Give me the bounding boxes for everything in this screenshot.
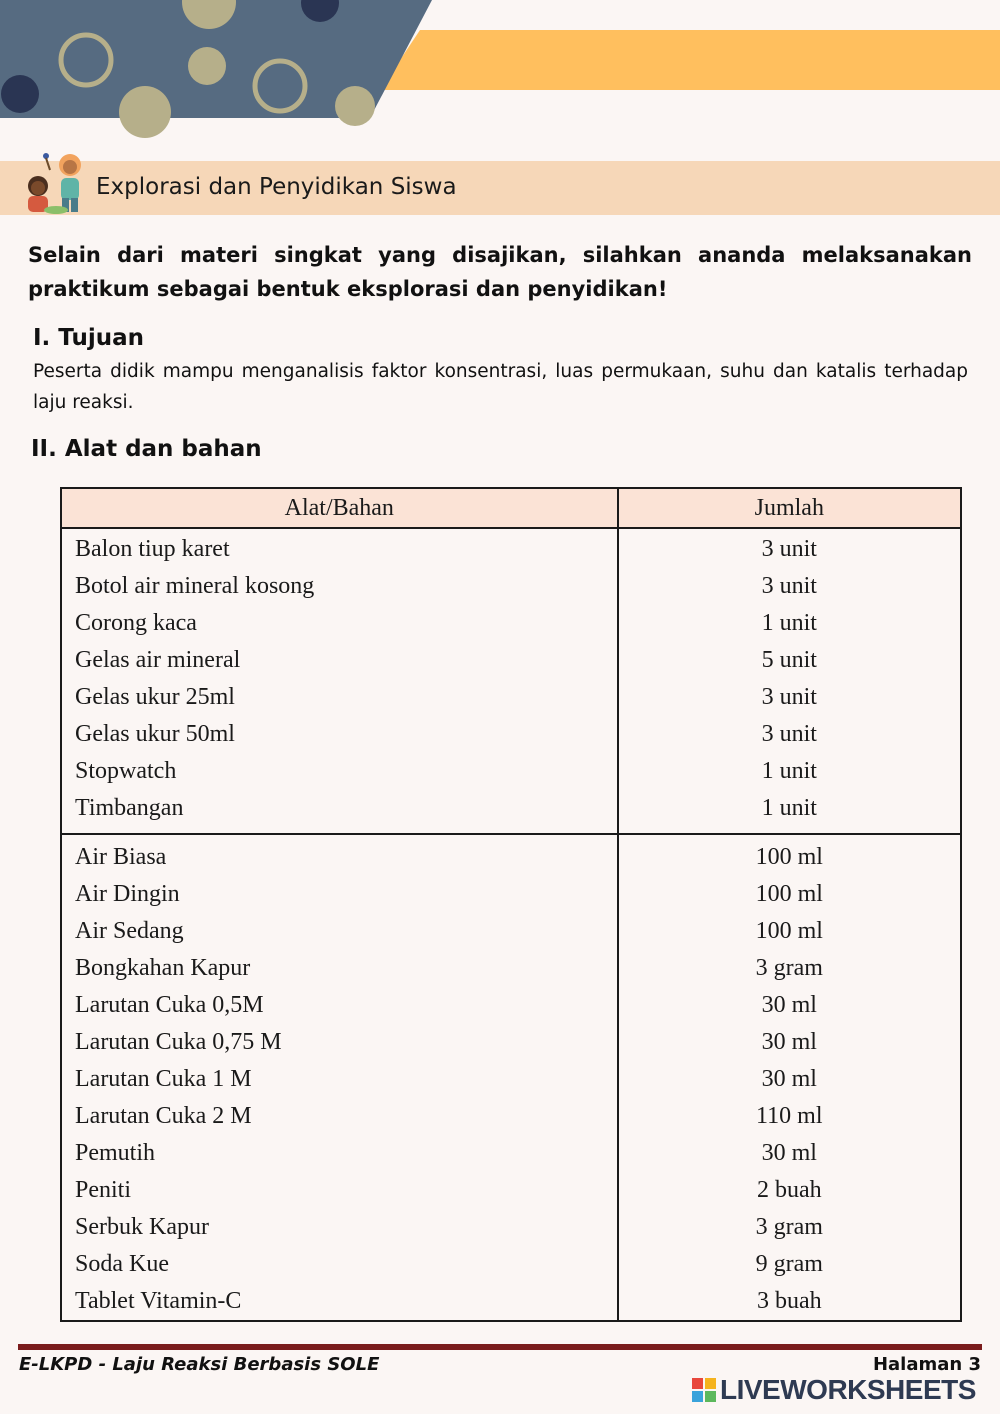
item-name: Gelas ukur 50ml bbox=[61, 716, 618, 753]
table-row bbox=[61, 913, 961, 950]
item-quantity: 1 unit bbox=[618, 605, 961, 642]
item-name: Larutan Cuka 0,5M bbox=[61, 987, 618, 1024]
item-quantity: 5 unit bbox=[618, 642, 961, 679]
liveworksheets-logo-text: LIVEWORKSHEETS bbox=[720, 1374, 976, 1405]
item-name: Larutan Cuka 0,75 M bbox=[61, 1024, 618, 1061]
column-header-jumlah: Jumlah bbox=[618, 488, 961, 528]
table-row bbox=[61, 568, 961, 605]
item-quantity: 100 ml bbox=[618, 876, 961, 913]
table-row bbox=[61, 1135, 961, 1172]
children-exploring-icon bbox=[20, 150, 92, 216]
item-name: Larutan Cuka 2 M bbox=[61, 1098, 618, 1135]
item-name: Larutan Cuka 1 M bbox=[61, 1061, 618, 1098]
item-quantity: 100 ml bbox=[618, 834, 961, 876]
page-number: Halaman 3 bbox=[872, 1354, 981, 1375]
table-row bbox=[61, 1061, 961, 1098]
item-quantity: 9 gram bbox=[618, 1246, 961, 1283]
table-header-row bbox=[61, 488, 961, 528]
dot bbox=[188, 47, 226, 85]
table-row bbox=[61, 1246, 961, 1283]
item-name: Serbuk Kapur bbox=[61, 1209, 618, 1246]
liveworksheets-logo-icon bbox=[692, 1378, 716, 1402]
table-row bbox=[61, 528, 961, 568]
materials-group bbox=[61, 834, 961, 1321]
table-row bbox=[61, 790, 961, 834]
table-row bbox=[61, 605, 961, 642]
item-name: Pemutih bbox=[61, 1135, 618, 1172]
item-name: Corong kaca bbox=[61, 605, 618, 642]
item-quantity: 3 buah bbox=[618, 1283, 961, 1321]
table-row bbox=[61, 642, 961, 679]
item-name: Botol air mineral kosong bbox=[61, 568, 618, 605]
item-quantity: 3 gram bbox=[618, 1209, 961, 1246]
item-name: Air Sedang bbox=[61, 913, 618, 950]
item-quantity: 3 unit bbox=[618, 716, 961, 753]
section-title: Explorasi dan Penyidikan Siswa bbox=[96, 174, 457, 200]
table-row bbox=[61, 1172, 961, 1209]
item-quantity: 110 ml bbox=[618, 1098, 961, 1135]
table-row bbox=[61, 1098, 961, 1135]
item-name: Balon tiup karet bbox=[61, 528, 618, 568]
item-quantity: 30 ml bbox=[618, 1024, 961, 1061]
table-row bbox=[61, 950, 961, 987]
table-row bbox=[61, 1209, 961, 1246]
item-name: Peniti bbox=[61, 1172, 618, 1209]
intro-text: Selain dari materi singkat yang disajikan, silahkan ananda melaksanakan praktikum sebagai bentuk eksplorasi dan penyidikan! bbox=[28, 243, 972, 301]
table-row bbox=[61, 679, 961, 716]
materials-table bbox=[60, 487, 962, 1322]
item-name: Bongkahan Kapur bbox=[61, 950, 618, 987]
table-row bbox=[61, 834, 961, 876]
tools-group bbox=[61, 528, 961, 834]
item-quantity: 30 ml bbox=[618, 1061, 961, 1098]
tujuan-heading: I. Tujuan bbox=[33, 325, 144, 351]
item-name: Soda Kue bbox=[61, 1246, 618, 1283]
table-row bbox=[61, 716, 961, 753]
item-name: Tablet Vitamin-C bbox=[61, 1283, 618, 1321]
item-name: Gelas air mineral bbox=[61, 642, 618, 679]
table-row bbox=[61, 1024, 961, 1061]
item-name: Air Dingin bbox=[61, 876, 618, 913]
dot bbox=[119, 86, 171, 138]
item-quantity: 30 ml bbox=[618, 987, 961, 1024]
footer-divider bbox=[18, 1344, 982, 1350]
item-quantity: 1 unit bbox=[618, 753, 961, 790]
item-quantity: 1 unit bbox=[618, 790, 961, 834]
dot bbox=[335, 86, 375, 126]
item-name: Stopwatch bbox=[61, 753, 618, 790]
item-name: Air Biasa bbox=[61, 834, 618, 876]
item-name: Gelas ukur 25ml bbox=[61, 679, 618, 716]
dot bbox=[1, 75, 39, 113]
table-row bbox=[61, 1283, 961, 1321]
item-quantity: 3 gram bbox=[618, 950, 961, 987]
item-name: Timbangan bbox=[61, 790, 618, 834]
item-quantity: 3 unit bbox=[618, 679, 961, 716]
table-row bbox=[61, 876, 961, 913]
orange-stripe bbox=[380, 30, 1000, 90]
header-decoration bbox=[0, 0, 1000, 150]
item-quantity: 2 buah bbox=[618, 1172, 961, 1209]
item-quantity: 3 unit bbox=[618, 528, 961, 568]
column-header-alat: Alat/Bahan bbox=[61, 488, 618, 528]
item-quantity: 3 unit bbox=[618, 568, 961, 605]
table-row bbox=[61, 753, 961, 790]
tujuan-text: Peserta didik mampu menganalisis faktor konsentrasi, luas permukaan, suhu dan katalis terhadap laju reaksi. bbox=[33, 361, 968, 413]
footer-title: E-LKPD - Laju Reaksi Berbasis SOLE bbox=[19, 1354, 380, 1375]
alat-heading: II. Alat dan bahan bbox=[31, 436, 262, 462]
table-row bbox=[61, 987, 961, 1024]
item-quantity: 100 ml bbox=[618, 913, 961, 950]
item-quantity: 30 ml bbox=[618, 1135, 961, 1172]
liveworksheets-logo[interactable] bbox=[692, 1374, 976, 1406]
